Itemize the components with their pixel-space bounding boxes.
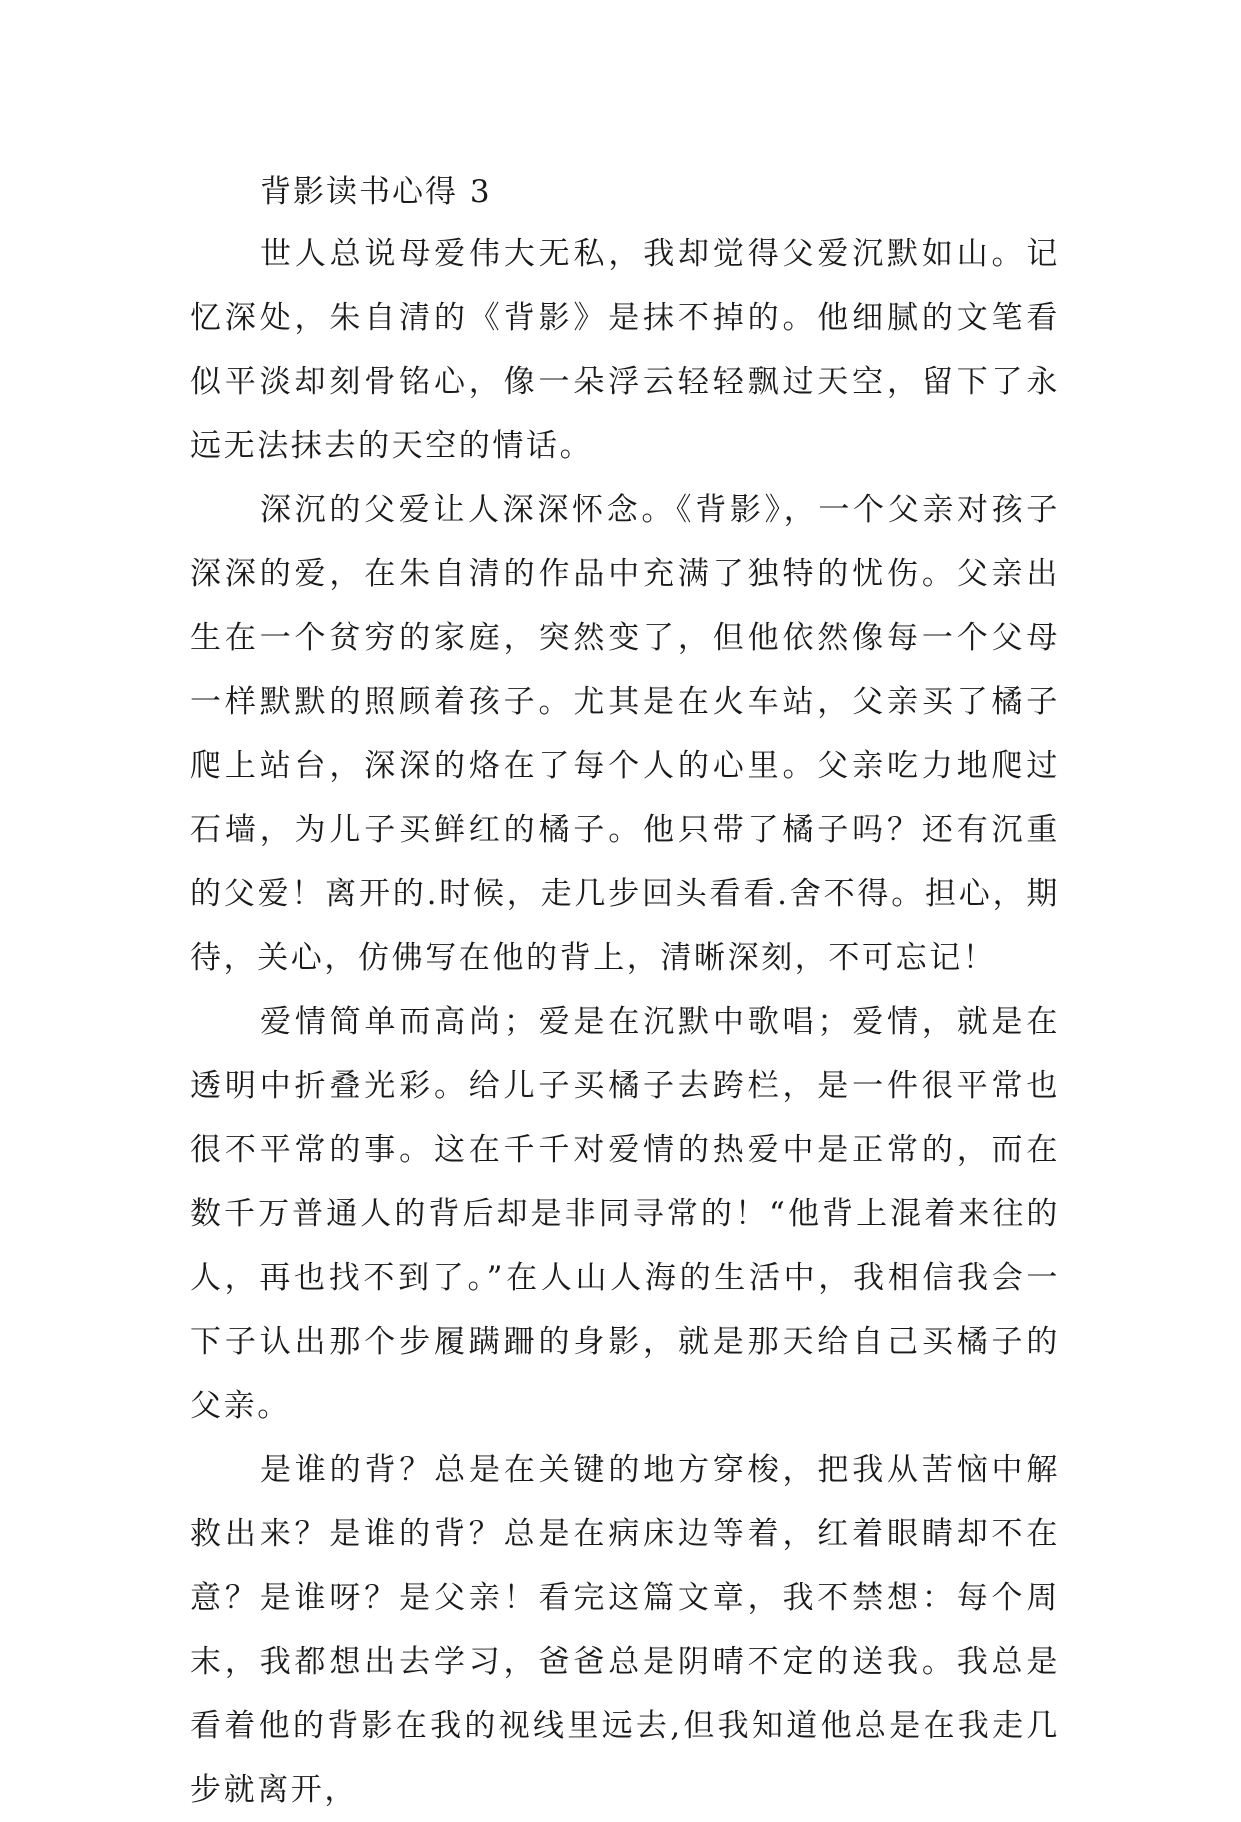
paragraph-2: 深沉的父爱让人深深怀念。《背影》，一个父亲对孩子深深的爱，在朱自清的作品中充满了独特的忧伤。父亲出生在一个贫穷的家庭，突然变了，但他依然像每一个父母一样默默的照顾着孩子。尤其是在火车站，父亲买了橘子爬上站台，深深的烙在了每个人的心里。父亲吃力地爬过石墙，为儿子买鲜红的橘子。他只带了橘子吗？还有沉重的父爱！离开的.时候，走几步回头看看.舍不得。担心，期待，关心，仿佛写在他的背上，清晰深刻，不可忘记！ bbox=[190, 492, 1060, 976]
document-body bbox=[190, 163, 1060, 1822]
paragraph-1: 世人总说母爱伟大无私，我却觉得父爱沉默如山。记忆深处，朱自清的《背影》是抹不掉的。他细腻的文笔看似平淡却刻骨铭心，像一朵浮云轻轻飘过天空，留下了永远无法抹去的天空的情话。 bbox=[190, 236, 1060, 464]
paragraph-4: 是谁的背？总是在关键的地方穿梭，把我从苦恼中解救出来？是谁的背？总是在病床边等着，红着眼睛却不在意？是谁呀？是父亲！看完这篇文章，我不禁想：每个周末，我都想出去学习，爸爸总是阴晴不定的送我。我总是看着他的背影在我的视线里远去,但我知道他总是在我走几步就离开， bbox=[190, 1452, 1060, 1808]
paragraph-3: 爱情简单而高尚；爱是在沉默中歌唱；爱情，就是在透明中折叠光彩。给儿子买橘子去跨栏，是一件很平常也很不平常的事。这在千千对爱情的热爱中是正常的，而在数千万普通人的背后却是非同寻常的！“他背上混着来往的人，再也找不到了。”在人山人海的生活中，我相信我会一下子认出那个步履蹒跚的身影，就是那天给自己买橘子的父亲。 bbox=[190, 1004, 1060, 1424]
document-title: 背影读书心得 3 bbox=[260, 174, 492, 210]
